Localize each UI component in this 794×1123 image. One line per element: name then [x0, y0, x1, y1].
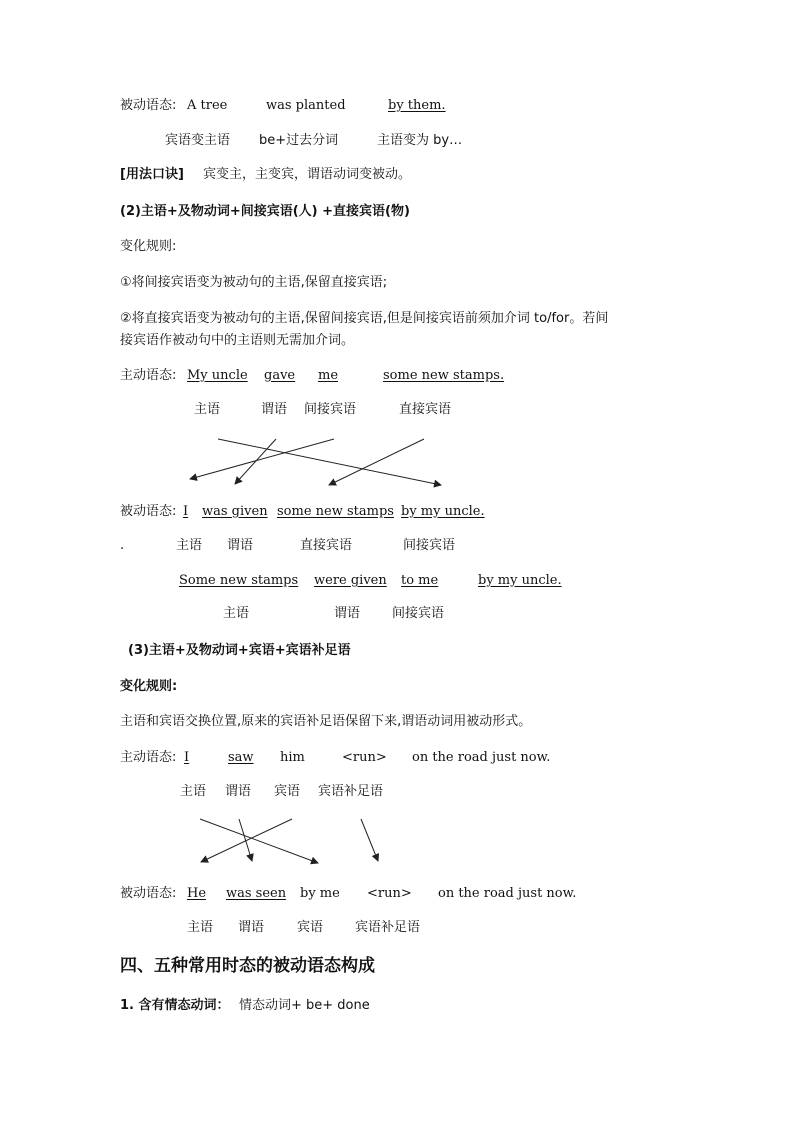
role-label: 宾语补足语 — [355, 920, 421, 935]
passive-word: on the road just now. — [438, 886, 577, 901]
rule-item: 接宾语作被动句中的主语则无需加介词。 — [120, 333, 355, 348]
usage-tip-text: 宾变主，主变宾，谓语动词变被动。 — [203, 167, 412, 182]
role-label: 主语 — [187, 920, 214, 935]
passive-word: <run> — [367, 886, 412, 901]
example-verb: was planted — [266, 98, 346, 113]
rule-label: 变化规则: — [120, 679, 178, 694]
role-label: 谓语 — [227, 538, 254, 553]
section-heading-3: (3)主语+及物动词+宾语+宾语补足语 — [128, 643, 351, 658]
role-label: 宾语 — [274, 784, 301, 799]
role-label: 谓语 — [225, 784, 252, 799]
active-word: My uncle — [187, 368, 248, 383]
passive-word: by my uncle. — [401, 504, 485, 519]
rule-label: 变化规则: — [120, 239, 177, 254]
rule-item: ①将间接宾语变为被动句的主语,保留直接宾语; — [120, 275, 388, 290]
arrow-object-to-subject — [201, 819, 292, 862]
active-word: me — [318, 368, 339, 383]
role-label: 谓语 — [238, 920, 265, 935]
active-word: saw — [228, 750, 254, 765]
active-word: some new stamps. — [383, 368, 505, 383]
arrow-verb-to-verb — [235, 439, 276, 484]
passive-label: 被动语态: — [120, 886, 177, 901]
active-word: gave — [264, 368, 296, 383]
passive-word: by me — [300, 886, 340, 901]
arrow-subject-to-agent — [200, 819, 318, 863]
role-label: 间接宾语 — [304, 402, 357, 417]
section-4-item-label: 1. 含有情态动词： — [120, 998, 230, 1013]
active-word: on the road just now. — [412, 750, 551, 765]
section-heading-2: (2)主语+及物动词+间接宾语(人) +直接宾语(物) — [120, 204, 410, 219]
passive-word: to me — [401, 573, 439, 588]
role-label: 谓语 — [261, 402, 288, 417]
active-label: 主动语态: — [120, 368, 177, 383]
arrow-indirect-to-subject — [190, 439, 334, 479]
section-4-title: 四、五种常用时态的被动语态构成 — [120, 956, 375, 976]
role-label: 间接宾语 — [392, 606, 445, 621]
section-4-item-text: 情态动词+ be+ done — [239, 998, 370, 1013]
active-word: I — [184, 750, 190, 765]
passive-word: I — [183, 504, 189, 519]
role-label: 宾语补足语 — [318, 784, 384, 799]
role-label: be+过去分词 — [259, 133, 339, 148]
role-label: 主语变为 by… — [377, 133, 463, 148]
passive-word: were given — [314, 573, 387, 588]
example-subject: A tree — [187, 98, 228, 113]
rule-item: ②将直接宾语变为被动句的主语,保留间接宾语,但是间接宾语前须加介词 to/for。若间 — [120, 311, 609, 326]
role-label: 间接宾语 — [403, 538, 456, 553]
role-label: 主语 — [223, 606, 250, 621]
active-word: him — [280, 750, 305, 765]
role-label: 宾语 — [297, 920, 324, 935]
stray-dot: . — [120, 538, 125, 553]
example-agent: by them. — [388, 98, 446, 113]
passive-label: 被动语态: — [120, 98, 177, 113]
role-label: 谓语 — [334, 606, 361, 621]
usage-tip-tag: [用法口诀] — [120, 167, 184, 182]
role-label: 直接宾语 — [300, 538, 353, 553]
passive-word: Some new stamps — [179, 573, 299, 588]
role-label: 宾语变主语 — [165, 133, 231, 148]
role-label: 主语 — [180, 784, 207, 799]
arrow-verb-to-verb — [239, 819, 252, 861]
active-word: <run> — [342, 750, 387, 765]
passive-word: was seen — [226, 886, 287, 901]
passive-word: was given — [202, 504, 268, 519]
active-label: 主动语态: — [120, 750, 177, 765]
rule-text: 主语和宾语交换位置,原来的宾语补足语保留下来,谓语动词用被动形式。 — [120, 714, 532, 729]
role-label: 直接宾语 — [399, 402, 452, 417]
passive-word: by my uncle. — [478, 573, 562, 588]
role-label: 主语 — [176, 538, 203, 553]
passive-label: 被动语态: — [120, 504, 177, 519]
passive-word: He — [187, 886, 207, 901]
role-label: 主语 — [194, 402, 221, 417]
arrow-complement-to-complement — [361, 819, 378, 861]
passive-word: some new stamps — [277, 504, 394, 519]
